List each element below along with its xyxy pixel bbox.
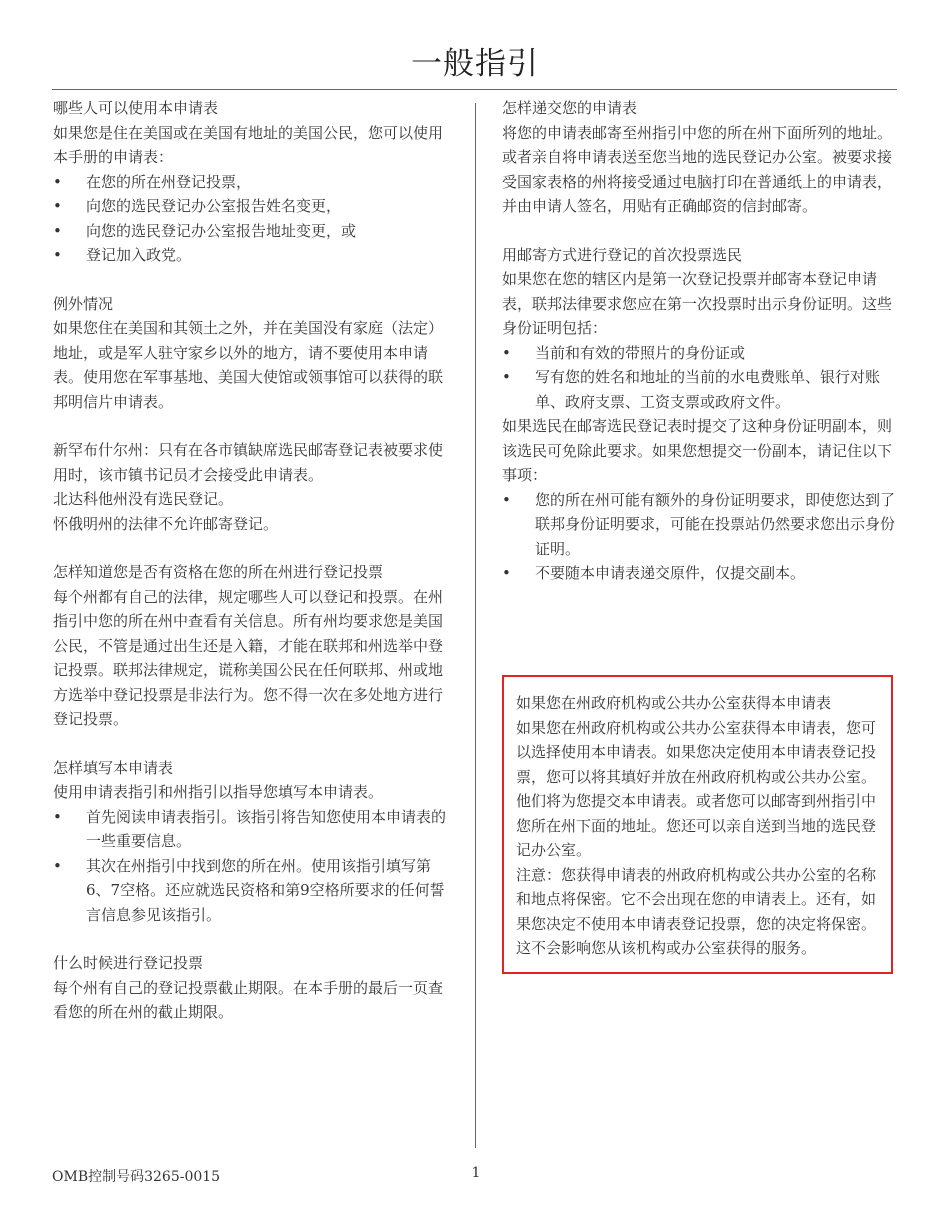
bullet-list	[53, 170, 451, 268]
section-first-time-voters	[502, 243, 897, 586]
right-column	[502, 96, 897, 610]
section-state-notes	[53, 438, 451, 536]
notice-box	[502, 675, 893, 974]
section-text: 每个州有自己的登记投票截止期限。在本手册的最后一页查看您的所在州的截止期限。	[53, 978, 444, 1021]
section-heading: 怎样填写本申请表	[53, 758, 174, 777]
list-item: • 向您的选民登记办公室报告姓名变更，	[53, 194, 451, 219]
notice-heading: 如果您在州政府机构或公共办公室获得本申请表	[516, 694, 832, 712]
section-howto	[53, 756, 451, 928]
section-text: 如果您在您的辖区内是第一次登记投票并邮寄本登记申请表，联邦法律要求您应在第一次投票时出示身份证明。这些身份证明包括：	[502, 270, 893, 337]
list-item: • 不要随本申请表递交原件，仅提交副本。	[502, 561, 897, 586]
bullet-list	[502, 341, 897, 415]
section-text: 如果选民在邮寄选民登记表时提交了这种身份证明副本，则该选民可免除此要求。如果您想提交一份副本，请记住以下事项：	[502, 417, 893, 484]
section-text: 如果您是住在美国或在美国有地址的美国公民，您可以使用本手册的申请表：	[53, 123, 444, 166]
page-number: 1	[471, 1165, 481, 1181]
title-divider	[52, 89, 897, 90]
list-item: • 在您的所在州登记投票，	[53, 170, 451, 195]
list-item: • 登记加入政党。	[53, 243, 451, 268]
page-title: 一般指引	[411, 46, 539, 82]
list-item: • 当前和有效的带照片的身份证或	[502, 341, 897, 366]
omb-control-number: OMB控制号码3265-0015	[52, 1169, 221, 1185]
section-exceptions	[53, 292, 451, 415]
list-item: • 向您的选民登记办公室报告地址变更，或	[53, 219, 451, 244]
section-heading: 什么时候进行登记投票	[53, 954, 204, 972]
bullet-list	[502, 488, 897, 586]
section-when	[53, 951, 451, 1025]
section-text: 每个州都有自己的法律，规定哪些人可以登记和投票。在州指引中您的所在州中查看有关信息。所有州均要求您是美国公民，不管是通过出生还是入籍，才能在联邦和州选举中登记投票。联邦法律规定，谎称美国公民在任何联邦、州或地方选举中登记投票是非法行为。您不得一次在多处地方进行登记投票。	[53, 587, 444, 728]
section-heading: 例外情况	[53, 294, 114, 313]
state-note-north-dakota: 北达科他州没有选民登记。	[53, 490, 234, 508]
section-submit	[502, 96, 897, 219]
section-heading: 用邮寄方式进行登记的首次投票选民	[502, 245, 743, 264]
list-item: • 首先阅读申请表指引。该指引将告知您使用本申请表的一些重要信息。	[53, 805, 451, 854]
column-divider	[475, 103, 476, 1148]
left-column	[53, 96, 451, 1049]
section-heading: 怎样知道您是否有资格在您的所在州进行登记投票	[53, 563, 384, 581]
notice-text: 如果您在州政府机构或公共办公室获得本申请表，您可以选择使用本申请表。如果您决定使用本申请表登记投票，您可以将其填好并放在州政府机构或公共办公室。他们将为您提交本申请表。或者您可以邮寄到州指引中您所在州下面的地址。您还可以亲自送到当地的选民登记办公室。	[516, 718, 877, 859]
section-text: 使用申请表指引和州指引以指导您填写本申请表。	[53, 783, 384, 801]
section-heading: 怎样递交您的申请表	[502, 99, 638, 117]
section-text: 如果您住在美国和其领土之外，并在美国没有家庭（法定）地址，或是军人驻守家乡以外的地方，请不要使用本申请表。使用您在军事基地、美国大使馆或领事馆可以获得的联邦明信片申请表。	[53, 319, 444, 411]
section-eligibility	[53, 560, 451, 732]
state-note-new-hampshire: 新罕布什尔州：只有在各市镇缺席选民邮寄登记表被要求使用时，该市镇书记员才会接受此申请表。	[53, 441, 444, 484]
section-text: 将您的申请表邮寄至州指引中您的所在州下面所列的地址。或者亲自将申请表送至您当地的选民登记办公室。被要求接受国家表格的州将接受通过电脑打印在普通纸上的申请表，并由申请人签名，用贴有正确邮资的信封邮寄。	[502, 123, 893, 215]
section-heading: 哪些人可以使用本申请表	[53, 99, 219, 117]
list-item: • 其次在州指引中找到您的所在州。使用该指引填写第6、7空格。还应就选民资格和第9空格所要求的任何誓言信息参见该指引。	[53, 854, 451, 928]
state-note-wyoming: 怀俄明州的法律不允许邮寄登记。	[53, 514, 279, 533]
section-who	[53, 96, 451, 268]
notice-note: 注意：您获得申请表的州政府机构或公共办公室的名称和地点将保密。它不会出现在您的申请表上。还有，如果您决定不使用本申请表登记投票，您的决定将保密。这不会影响您从该机构或办公室获得的服务。	[516, 865, 877, 957]
list-item: • 您的所在州可能有额外的身份证明要求，即使您达到了联邦身份证明要求，可能在投票站仍然要求您出示身份证明。	[502, 488, 897, 562]
list-item: • 写有您的姓名和地址的当前的水电费账单、银行对账单、政府支票、工资支票或政府文件。	[502, 365, 897, 414]
bullet-list	[53, 805, 451, 928]
